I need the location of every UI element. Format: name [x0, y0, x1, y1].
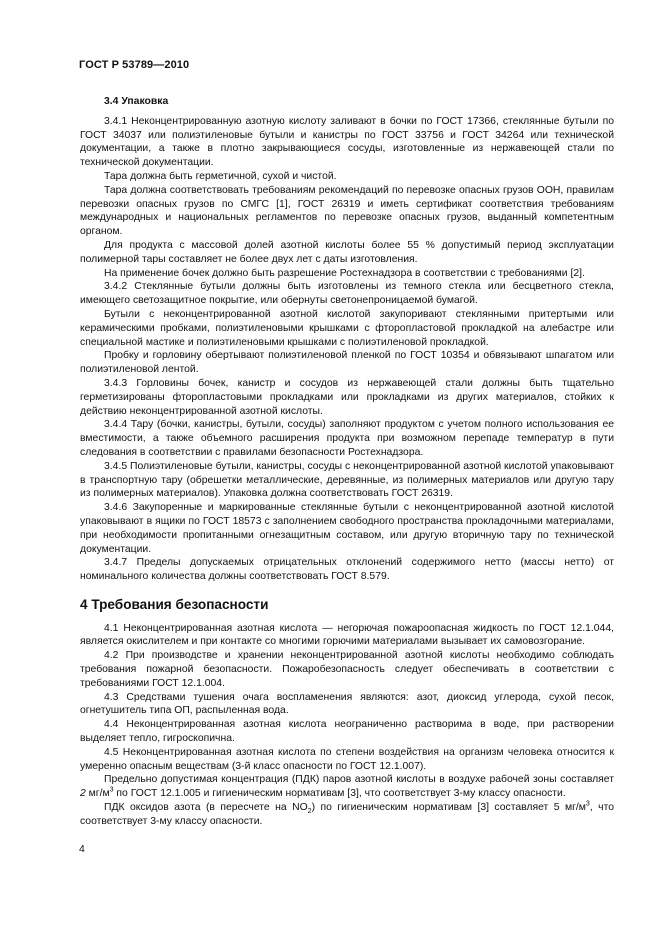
document-header: ГОСТ Р 53789—2010 [79, 59, 190, 71]
paragraph: 3.4.7 Пределы допускаемых отрицательных отклонений содержимого нетто (массы нетто) от номинального количества должны соответствовать ГОСТ 8.579. [80, 557, 614, 583]
section-safety-text [80, 622, 614, 829]
subsection-packaging-text [80, 115, 614, 584]
paragraph: 3.4.3 Горловины бочек, канистр и сосудов из нержавеющей стали должны быть тщательно герметизированы фторопластовыми прокладками или прокладками из других материалов, стойких к действию неконцентрированной азотной кислоты. [80, 377, 614, 417]
paragraph: 3.4.2 Стеклянные бутыли должны быть изготовлены из темного стекла или бесцветного стекла, имеющего светозащитное покрытие, или обернуты светонепроницаемой бумагой. [80, 281, 614, 307]
paragraph: На применение бочек должно быть разрешение Ростехнадзора в соответствии с требованиями [2]. [104, 267, 585, 279]
paragraph-pdk-air [80, 773, 614, 801]
text-run: , что соответствует 3-му классу опасности. [80, 802, 614, 827]
paragraph: 3.4.4 Тару (бочки, канистры, бутыли, сосуды) заполняют продуктом с учетом полного использования ее вместимости, а также объемного расширения продукта при возможном перепаде температур в пути следования в соответствии с правилами безопасности Ростехнадзора. [80, 419, 614, 458]
paragraph-pdk-nox [80, 801, 614, 829]
page-number: 4 [79, 844, 85, 855]
paragraph: Бутыли с неконцентрированной азотной кислотой закупоривают стеклянными притертыми или керамическими пробками, полиэтиленовыми крышками с фторопластовой прокладкой на алебастре или специальной мастике и полиэтиленовыми крышками с полиэтиленовой прокладкой. [80, 308, 614, 348]
unit-superscript: 3 [109, 786, 114, 794]
section-heading-safety: 4 Требования безопасности [80, 596, 269, 612]
pdk-value: 2 [80, 788, 86, 800]
subsection-heading-packaging: 3.4 Упаковка [104, 96, 169, 107]
paragraph: 3.4.1 Неконцентрированную азотную кислоту заливают в бочки по ГОСТ 17366, стеклянные бутыли по ГОСТ 34037 или полиэтиленовые бутыли и канистры по ГОСТ 33756 и ГОСТ 34264 или технической документации, а также в плотно закрывающиеся сосуды, изготовленные из нержавеющей стали по технической документации. [80, 115, 614, 169]
unit-text: мг/м [85, 788, 110, 800]
paragraph: 4.2 При производстве и хранении неконцентрированной азотной кислоты необходимо соблюдать требования пожарной безопасности. Пожаробезопасность следует обеспечивать в соответствии с требованиями ГОСТ 12.1.004. [80, 650, 614, 689]
text-run: ) по гигиеническим нормативам [3] составляет 5 мг/м [311, 802, 586, 814]
paragraph: 4.1 Неконцентрированная азотная кислота — негорючая пожароопасная жидкость по ГОСТ 12.1.044, является окислителем и при контакте со многими горючими материалами вызывает их самовозгорание. [80, 622, 614, 648]
unit-superscript: 3 [585, 800, 590, 808]
paragraph: Для продукта с массовой долей азотной кислоты более 55 % допустимый период эксплуатации полимерной тары составляет не более двух лет с даты изготовления. [80, 239, 614, 265]
paragraph: 4.3 Средствами тушения очага воспламенения являются: азот, диоксид углерода, сухой песок, огнетушитель типа ОП, распыленная вода. [80, 691, 614, 717]
text-run: по ГОСТ 12.1.005 и гигиеническим нормативам [3], что соответствует 3-му классу опасности. [113, 788, 566, 800]
text-run: ПДК оксидов азота (в пересчете на NO [104, 802, 308, 814]
paragraph: 3.4.5 Полиэтиленовые бутыли, канистры, сосуды с неконцентрированной азотной кислотой упаковывают в транспортную тару (обрешетки металлические, деревянные, из полимерных материалов или другую тару из полимерных материалов). Упаковка должна соответствовать ГОСТ 26319. [80, 460, 614, 500]
paragraph: Тара должна быть герметичной, сухой и чистой. [104, 170, 337, 182]
paragraph: 3.4.6 Закупоренные и маркированные стеклянные бутыли с неконцентрированной азотной кислотой упаковывают в ящики по ГОСТ 18573 с заполнением свободного пространства прокладочными материалами, при необходимости пропитанными огнезащитным составом, или другую вторичную тару по технической документации. [80, 502, 614, 555]
text-run: Предельно допустимая концентрация (ПДК) паров азотной кислоты в воздухе рабочей зоны составляет [104, 774, 614, 786]
paragraph: Пробку и горловину обертывают полиэтиленовой пленкой по ГОСТ 10354 и обвязывают шпагатом или полиэтиленовой лентой. [80, 350, 614, 376]
formula-subscript: 2 [307, 808, 312, 816]
paragraph: 4.5 Неконцентрированная азотная кислота по степени воздействия на организм человека относится к умеренно опасным веществам (3-й класс опасности по ГОСТ 12.1.007). [80, 746, 614, 772]
paragraph: 4.4 Неконцентрированная азотная кислота неограниченно растворима в воде, при растворении выделяет тепло, гигроскопична. [80, 719, 614, 745]
paragraph: Тара должна соответствовать требованиям рекомендаций по перевозке опасных грузов ООН, правилам перевозки опасных грузов по СМГС [1], ГОСТ 26319 и иметь сертификат соответствия требованиям международных и национальных регламентов по перевозке опасных грузов, выданный компетентным органом. [80, 184, 614, 238]
document-body [80, 95, 614, 831]
